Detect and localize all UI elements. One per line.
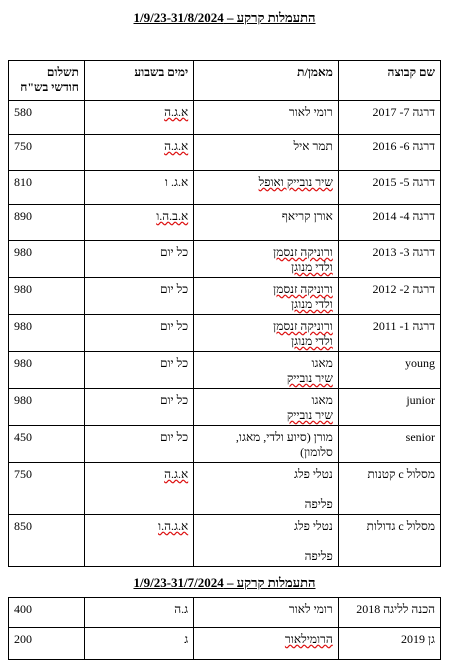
cell-payment: 890 xyxy=(9,205,85,241)
coach-line: תמר איל xyxy=(293,139,333,153)
cell-coach xyxy=(194,101,339,135)
table-row xyxy=(9,205,441,241)
cell-payment: 850 xyxy=(9,515,85,567)
cell-group: senior xyxy=(338,426,440,463)
cell-days: ג xyxy=(84,628,193,660)
cell-group: דרגה 5- 2015 xyxy=(338,171,440,205)
coach-line: ולדי מנוגן xyxy=(291,260,333,274)
table-header-row xyxy=(9,61,441,101)
cell-group: דרגה 2- 2012 xyxy=(338,278,440,315)
cell-group: הכנה לליגה 2018 xyxy=(338,598,440,628)
table-row xyxy=(9,352,441,389)
coach-line: ורוניקה זנסמן xyxy=(273,319,333,333)
coach-line: שיר נובייק xyxy=(286,408,333,422)
cell-days: א.ג.ה xyxy=(84,101,193,135)
table-row xyxy=(9,628,441,660)
cell-coach xyxy=(194,171,339,205)
coach-line: נטלי פלג xyxy=(294,519,333,533)
cell-days: א.ג.ה.ו xyxy=(84,515,193,567)
header-coach: מאמן/ת xyxy=(194,61,339,101)
table-row xyxy=(9,463,441,515)
cell-days: א.ג. ו xyxy=(84,171,193,205)
cell-payment: 980 xyxy=(9,352,85,389)
section2-title: התעמלות קרקע – 1/9/23-31/7/2024 xyxy=(133,575,316,590)
cell-payment: 400 xyxy=(9,598,85,628)
cell-days: כל יום xyxy=(84,389,193,426)
gymnastics-schedule-table xyxy=(8,60,441,567)
cell-days: כל יום xyxy=(84,426,193,463)
coach-line: רומי לאור xyxy=(288,602,333,616)
cell-payment: 750 xyxy=(9,135,85,171)
cell-group: דרגה 6- 2016 xyxy=(338,135,440,171)
table-row xyxy=(9,241,441,278)
cell-payment: 980 xyxy=(9,278,85,315)
coach-line: אורן קריאף xyxy=(281,209,333,223)
cell-coach xyxy=(194,278,339,315)
cell-group: דרגה 1- 2011 xyxy=(338,315,440,352)
cell-days: כל יום xyxy=(84,352,193,389)
header-group: שם קבוצה xyxy=(338,61,440,101)
coach-line: ורוניקה זנסמן xyxy=(273,282,333,296)
coach-line: ורוניקה זנסמן xyxy=(273,245,333,259)
cell-group: מסלול c קטנות xyxy=(338,463,440,515)
coach-line: שיר נובייק ואופל xyxy=(258,175,333,189)
cell-days: א.ג.ה xyxy=(84,463,193,515)
cell-coach xyxy=(194,135,339,171)
table-row xyxy=(9,515,441,567)
coach-line: ולדי מנוגן xyxy=(291,297,333,311)
header-payment-line2: חודשי בש"ח xyxy=(20,80,79,94)
cell-group: junior xyxy=(338,389,440,426)
coach-line: פליפה xyxy=(304,549,333,563)
table-row xyxy=(9,135,441,171)
coach-line xyxy=(199,534,333,549)
cell-coach xyxy=(194,463,339,515)
header-days: ימים בשבוע xyxy=(84,61,193,101)
cell-payment: 980 xyxy=(9,389,85,426)
section1-title: התעמלות קרקע – 1/9/23-31/8/2024 xyxy=(133,10,316,25)
table-row xyxy=(9,171,441,205)
cell-days: ג.ה xyxy=(84,598,193,628)
coach-line: הרומילאור xyxy=(284,632,333,646)
cell-coach xyxy=(194,598,339,628)
header-payment xyxy=(9,61,85,101)
coach-line: רומי לאור xyxy=(288,105,333,119)
table-row xyxy=(9,101,441,135)
cell-days: א.ב.ה.ו xyxy=(84,205,193,241)
coach-line: ולדי מנוגן xyxy=(291,334,333,348)
coach-line: מורן (סיוע ולדי, מאגו, xyxy=(235,430,333,444)
league-prep-table xyxy=(8,597,441,660)
cell-coach xyxy=(194,389,339,426)
cell-payment: 580 xyxy=(9,101,85,135)
cell-days: כל יום xyxy=(84,241,193,278)
coach-line: פליפה xyxy=(304,497,333,511)
cell-group: דרגה 7- 2017 xyxy=(338,101,440,135)
coach-line: מאגו xyxy=(311,356,333,370)
table-row xyxy=(9,278,441,315)
cell-coach xyxy=(194,241,339,278)
cell-group: גן 2019 xyxy=(338,628,440,660)
cell-group: מסלול c גדולות xyxy=(338,515,440,567)
cell-coach xyxy=(194,426,339,463)
coach-line: נטלי פלג xyxy=(294,467,333,481)
cell-coach xyxy=(194,205,339,241)
cell-group: דרגה 4- 2014 xyxy=(338,205,440,241)
coach-line: מאגו xyxy=(311,393,333,407)
cell-payment: 810 xyxy=(9,171,85,205)
table-row xyxy=(9,598,441,628)
cell-coach xyxy=(194,352,339,389)
coach-line: שיר נובייק xyxy=(286,371,333,385)
cell-days: כל יום xyxy=(84,278,193,315)
table-row xyxy=(9,315,441,352)
cell-coach xyxy=(194,628,339,660)
cell-payment: 200 xyxy=(9,628,85,660)
table-row xyxy=(9,426,441,463)
cell-days: כל יום xyxy=(84,315,193,352)
cell-days: א.ג.ה xyxy=(84,135,193,171)
header-payment-line1: תשלום xyxy=(46,65,79,79)
cell-payment: 980 xyxy=(9,315,85,352)
cell-payment: 980 xyxy=(9,241,85,278)
coach-line: סלומון) xyxy=(300,445,333,459)
cell-payment: 450 xyxy=(9,426,85,463)
cell-payment: 750 xyxy=(9,463,85,515)
coach-line xyxy=(199,482,333,497)
cell-coach xyxy=(194,315,339,352)
cell-group: young xyxy=(338,352,440,389)
cell-coach xyxy=(194,515,339,567)
cell-group: דרגה 3- 2013 xyxy=(338,241,440,278)
table-row xyxy=(9,389,441,426)
